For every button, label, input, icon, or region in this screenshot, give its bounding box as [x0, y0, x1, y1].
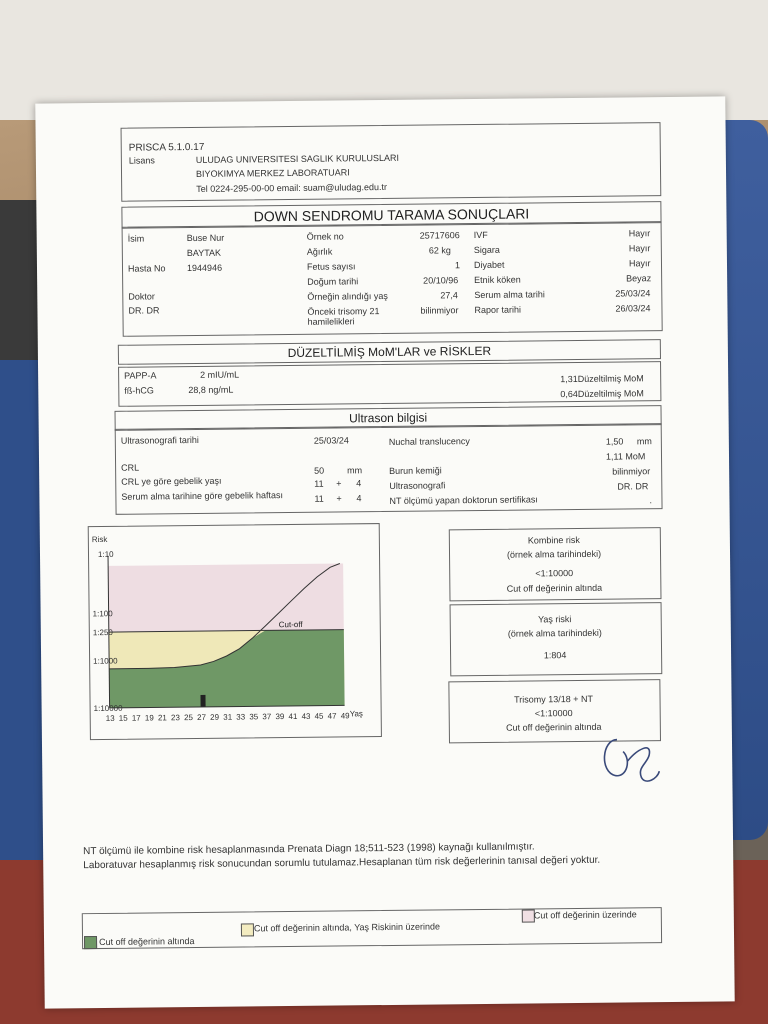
usg-label: Ultrasonografi — [389, 480, 446, 491]
diabetes-label: Diyabet — [473, 259, 505, 271]
diabetes: Hayır — [628, 258, 651, 269]
chart-y-tick-label: 1:1000 — [93, 656, 118, 666]
crl-unit: mm — [347, 465, 363, 476]
chart-x-axis-label: Yaş — [349, 709, 363, 719]
sample-no: 25717606 — [419, 230, 460, 241]
trisomy-risk-value: <1:10000 — [534, 708, 573, 719]
legend-above: Cut off değerinin üzerinde — [533, 909, 637, 921]
usg-doctor: DR. DR — [617, 481, 649, 492]
legend-swatch-between — [241, 923, 254, 936]
chart-x-tick-label: 15 — [118, 713, 128, 723]
chart-y-tick-label: 1:10 — [97, 549, 114, 560]
papp-mom: 1,31Düzeltilmiş MoM — [560, 373, 644, 385]
prev-trisomy-label2: hamilelikleri — [307, 316, 355, 327]
serum-date: 25/03/24 — [615, 288, 651, 299]
cert-value: . — [649, 495, 653, 506]
serum-ga-days: 4 — [356, 493, 362, 504]
hcg-label: fß-hCG — [124, 385, 154, 396]
combined-risk-sub: (örnek alma tarihindeki) — [506, 548, 602, 560]
combined-risk-value: <1:10000 — [535, 568, 574, 579]
risk-chart — [88, 523, 380, 738]
chart-x-tick-label: 39 — [275, 712, 285, 722]
crl-ga-weeks: 11 — [314, 478, 324, 489]
chart-x-tick-label: 35 — [249, 712, 259, 722]
prev-trisomy-label1: Önceki trisomy 21 — [307, 306, 380, 317]
chart-x-tick-label: 21 — [157, 713, 167, 723]
usg-date: 25/03/24 — [313, 435, 349, 446]
chart-cutoff-label: Cut-off — [278, 620, 303, 630]
serum-ga-weeks: 11 — [314, 493, 324, 504]
chart-x-tick-label: 43 — [301, 711, 311, 721]
ethnic: Beyaz — [626, 273, 652, 284]
prev-trisomy: bilinmiyor — [420, 305, 459, 316]
chart-x-tick-label: 49 — [340, 711, 350, 721]
crl-ga-days: 4 — [356, 478, 362, 489]
usg-date-label: Ultrasonografi tarihi — [120, 434, 199, 446]
nt-mom: 1,11 MoM — [605, 451, 646, 462]
chart-y-axis-label: Risk — [91, 534, 108, 545]
software-version: PRISCA 5.1.0.17 — [128, 141, 205, 154]
age-risk-title: Yaş riski — [537, 614, 572, 625]
fetus-count: 1 — [454, 260, 461, 271]
weight: 62 kg — [428, 245, 451, 256]
trisomy-risk-title: Trisomy 13/18 + NT — [514, 693, 594, 705]
age-label: Örneğin alındığı yaş — [307, 290, 388, 302]
chart-y-tick-label: 1:10000 — [93, 703, 123, 714]
chart-x-tick-label: 23 — [170, 713, 180, 723]
crl-value: 50 — [314, 465, 325, 476]
last-name: BAYTAK — [186, 247, 222, 259]
nasal-label: Burun kemiği — [389, 465, 442, 476]
serum-ga-label: Serum alma tarihine göre gebelik haftası — [121, 490, 284, 502]
smoke: Hayır — [628, 243, 651, 254]
age-risk-sub: (örnek alma tarihindeki) — [507, 627, 602, 639]
weight-label: Ağırlık — [306, 246, 333, 257]
name-label: İsim — [127, 233, 145, 244]
signature — [597, 731, 668, 787]
mom-title-text: DÜZELTİLMİŞ MoM'LAR ve RİSKLER — [287, 343, 492, 361]
nasal-value: bilinmiyor — [612, 466, 651, 477]
chart-region-above-cutoff — [108, 563, 344, 632]
chart-x-tick-label: 45 — [314, 711, 324, 721]
age-risk-value: 1:804 — [543, 650, 567, 661]
nt-unit: mm — [636, 436, 652, 447]
chart-x-tick-label: 13 — [105, 713, 115, 723]
birth-date: 20/10/96 — [423, 275, 459, 286]
mom-title — [118, 339, 661, 365]
legend-swatch-below — [84, 936, 97, 949]
chart-y-tick-label: 1:100 — [92, 609, 113, 619]
chart-x-tick-label: 25 — [184, 713, 194, 723]
papp-label: PAPP-A — [124, 370, 157, 381]
ultrasound-title-text: Ultrason bilgisi — [349, 410, 428, 426]
doctor-name: DR. DR — [128, 305, 160, 316]
birth-label: Doğum tarihi — [307, 276, 359, 287]
chart-x-tick-label: 47 — [327, 711, 337, 721]
chart-x-tick-label: 37 — [262, 712, 272, 722]
report-title-text: DOWN SENDROMU TARAMA SONUÇLARI — [253, 205, 530, 225]
institution-line2: BIYOKIMYA MERKEZ LABORATUARI — [195, 167, 350, 179]
report-date-label: Rapor tarihi — [474, 304, 522, 316]
age: 27,4 — [440, 290, 458, 301]
crl-ga-label: CRL ye göre gebelik yaşı — [121, 475, 222, 487]
chart-x-tick-label: 19 — [144, 713, 154, 723]
contact-line: Tel 0224-295-00-00 email: suam@uludag.edu.tr — [196, 181, 387, 194]
report-date: 26/03/24 — [615, 303, 651, 314]
papp-value: 2 mIU/mL — [200, 369, 240, 380]
ivf: Hayır — [628, 228, 651, 239]
chart-x-tick-label: 29 — [210, 712, 220, 722]
chart-x-tick-label: 27 — [197, 712, 207, 722]
chart-patient-marker — [200, 695, 205, 707]
serum-date-label: Serum alma tarihi — [474, 289, 545, 301]
combined-risk-title: Kombine risk — [527, 534, 580, 546]
fetus-label: Fetus sayısı — [306, 261, 356, 272]
trisomy-risk-note: Cut off değerinin altında — [506, 721, 602, 733]
cert-label: NT ölçümü yapan doktorun sertifikası — [389, 494, 538, 506]
report-paper — [35, 96, 734, 1008]
legend-below: Cut off değerinin altında — [99, 936, 195, 948]
footer-note1: NT ölçümü ile kombine risk hesaplanmasında Prenata Diagn 18;511-523 (1998) kaynağı kullanılmıştır. — [83, 841, 535, 858]
license-label: Lisans — [128, 155, 155, 166]
sample-no-label: Örnek no — [306, 231, 344, 242]
hcg-mom: 0,64Düzeltilmiş MoM — [560, 388, 644, 400]
hcg-value: 28,8 ng/mL — [188, 384, 234, 396]
nt-label: Nuchal translucency — [388, 436, 470, 447]
patient-no: 1944946 — [186, 262, 223, 274]
smoke-label: Sigara — [473, 244, 500, 256]
crl-ga-plus: + — [336, 478, 342, 489]
ivf-label: IVF — [473, 229, 488, 241]
chart-x-tick-label: 33 — [236, 712, 246, 722]
doctor-label: Doktor — [128, 291, 155, 302]
chart-y-tick-label: 1:250 — [92, 628, 113, 638]
chart-x-tick-label: 31 — [223, 712, 233, 722]
chart-x-tick-label: 41 — [288, 711, 298, 722]
combined-risk-note: Cut off değerinin altında — [506, 582, 603, 594]
legend-between: Cut off değerinin altında, Yaş Riskinin üzerinde — [253, 921, 441, 934]
first-name: Buse Nur — [186, 232, 225, 244]
footer-note2: Laboratuvar hesaplanmış risk sonucundan sorumlu tutulamaz.Hesaplanan tüm risk değerlerinin tanısal değeri yoktur. — [83, 854, 601, 872]
institution-line1: ULUDAG UNIVERSITESI SAGLIK KURULUSLARI — [195, 152, 399, 165]
crl-label: CRL — [121, 462, 140, 473]
serum-ga-plus: + — [336, 493, 342, 504]
nt-value: 1,50 — [605, 436, 624, 447]
patient-no-label: Hasta No — [127, 263, 166, 274]
ethnic-label: Etnik köken — [474, 274, 521, 286]
chart-x-tick-label: 17 — [131, 713, 141, 723]
